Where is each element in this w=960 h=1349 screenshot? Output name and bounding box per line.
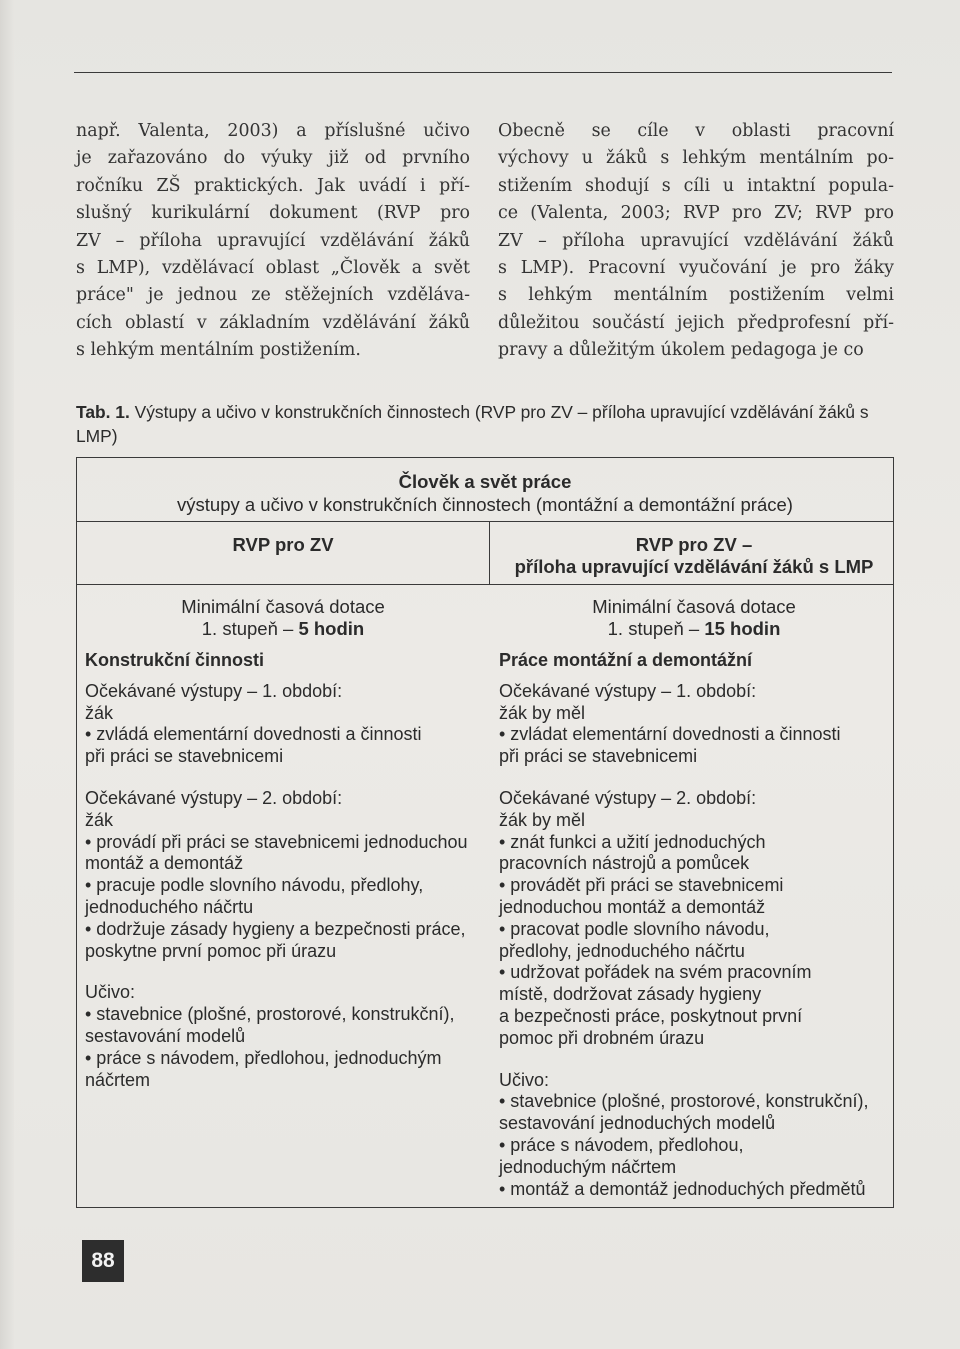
caption-label: Tab. 1.: [76, 402, 130, 422]
left-column-line: např. Valenta, 2003) a příslušné učivo: [76, 121, 470, 141]
table-header: [77, 458, 893, 522]
right-time-allocation: [499, 596, 889, 640]
left-column-line: s lehkým mentálním postižením.: [76, 340, 361, 361]
right-column-line: stižením shodují s cíli u intaktní popula-: [498, 175, 894, 196]
block-line: • udržovat pořádek na svém pracovním: [499, 962, 812, 983]
block-line: předlohy, jednoduchého náčrtu: [499, 940, 745, 961]
left-section-title: Konstrukční činnosti: [85, 650, 265, 670]
block-line: • práce s návodem, předlohou,: [499, 1134, 744, 1155]
left-column-line: s LMP), vzdělávací oblast „Člověk a svět: [76, 258, 470, 279]
block-line: sestavování jednoduchých modelů: [499, 1113, 776, 1134]
outcomes-table: [76, 457, 894, 1208]
block-line: jednoduchou montáž a demontáž: [499, 896, 766, 917]
right-block: [499, 681, 889, 768]
left-block: [85, 788, 481, 962]
block-line: žák: [85, 809, 114, 830]
block-line: • provádí při práci se stavebnicemi jednoduchou: [85, 831, 468, 852]
scan-edge: [0, 0, 14, 1349]
block-line: • dodržuje zásady hygieny a bezpečnosti práce,: [85, 918, 466, 939]
block-line: sestavování modelů: [85, 1025, 246, 1046]
left-block: [85, 982, 481, 1091]
block-line: Očekávané výstupy – 2. období:: [85, 787, 343, 808]
block-line: • stavebnice (plošné, prostorové, konstrukční),: [499, 1091, 869, 1112]
right-column-line: Obecně se cíle v oblasti pracovní: [498, 121, 894, 141]
left-column-heading: [85, 522, 481, 580]
right-time-value: [499, 618, 889, 640]
block-line: • zvládá elementární dovednosti a činnosti: [85, 724, 422, 745]
block-line: místě, dodržovat zásady hygieny: [499, 984, 762, 1005]
block-line: Očekávané výstupy – 2. období:: [499, 787, 757, 808]
left-column-line: je zařazováno do výuky již od prvního: [76, 148, 470, 169]
left-time-hours: 5 hodin: [298, 618, 365, 639]
left-time-stage: 1. stupeň –: [201, 618, 299, 639]
block-line: • zvládat elementární dovednosti a činnosti: [499, 724, 841, 745]
block-line: pracovních nástrojů a pomůcek: [499, 853, 750, 874]
block-line: • znát funkci a užití jednoduchých: [499, 831, 766, 852]
block-line: • provádět při práci se stavebnicemi: [499, 875, 784, 896]
right-column-line: výchovy u žáků s lehkým mentálním po-: [498, 148, 894, 169]
left-heading-text: RVP pro ZV: [232, 534, 334, 555]
block-line: • pracuje podle slovního návodu, předlohy,: [85, 875, 424, 896]
block-line: žák: [85, 702, 114, 723]
right-text-column: [498, 118, 894, 365]
right-column-line: ce (Valenta, 2003; RVP pro ZV; RVP pro: [498, 203, 894, 224]
column-divider: [489, 522, 490, 584]
right-block: [499, 1070, 889, 1201]
right-outcome-blocks: [499, 681, 889, 1201]
block-line: • práce s návodem, předlohou, jednoduchým: [85, 1047, 442, 1068]
block-line: a bezpečnosti práce, poskytnout první: [499, 1005, 803, 1026]
left-column-line: práce" je jednou ze stěžejních vzděláva-: [76, 285, 470, 306]
block-line: Očekávané výstupy – 1. období:: [85, 680, 343, 701]
block-line: při práci se stavebnicemi: [85, 746, 284, 767]
block-line: • stavebnice (plošné, prostorové, konstrukční),: [85, 1004, 455, 1025]
block-line: Očekávané výstupy – 1. období:: [499, 680, 757, 701]
right-time-label: Minimální časová dotace: [592, 596, 796, 617]
left-column-line: ZV – příloha upravující vzdělávání žáků: [76, 230, 470, 251]
left-column-line: slušný kurikulární dokument (RVP pro: [76, 203, 470, 224]
right-column-line: s LMP). Pracovní vyučování je pro žáky: [498, 258, 894, 279]
left-time-value: [85, 618, 481, 640]
right-column-heading: [499, 522, 889, 580]
block-line: • pracovat podle slovního návodu,: [499, 918, 770, 939]
table-subtitle: výstupy a učivo v konstrukčních činnostech (montážní a demontážní práce): [177, 494, 793, 515]
left-outcomes: [85, 650, 481, 1111]
block-line: poskytne první pomoc při úrazu: [85, 940, 337, 961]
right-heading-line2: příloha upravující vzdělávání žáků s LMP: [514, 556, 874, 577]
right-column-line: ZV – příloha upravující vzdělávání žáků: [498, 230, 894, 251]
block-line: pomoc při drobném úrazu: [499, 1027, 705, 1048]
block-line: • montáž a demontáž jednoduchých předmětů: [499, 1178, 866, 1199]
table-caption: [76, 400, 896, 448]
block-line: náčrtem: [85, 1069, 151, 1090]
left-time-allocation: [85, 596, 481, 640]
left-block: [85, 681, 481, 768]
right-block: [499, 788, 889, 1050]
heading-rule: [77, 584, 893, 585]
left-outcome-blocks: [85, 681, 481, 1092]
right-column-line: s lehkým mentálním postižením velmi: [498, 285, 894, 306]
left-column-line: ročníku ZŠ praktických. Jak uvádí i pří-: [76, 175, 470, 196]
page-number: 88: [82, 1240, 124, 1282]
left-text-column: [76, 118, 470, 365]
right-time-hours: 15 hodin: [704, 618, 781, 639]
header-rule: [74, 72, 892, 73]
left-column-line: cích oblastí v základním vzdělávání žáků: [76, 312, 470, 333]
right-column-line: důležitou součástí jejich předprofesní pří-: [498, 312, 894, 333]
block-line: jednoduchého náčrtu: [85, 896, 254, 917]
left-time-label: Minimální časová dotace: [181, 596, 385, 617]
block-line: žák by měl: [499, 809, 586, 830]
right-time-stage: 1. stupeň –: [607, 618, 705, 639]
right-column-line: pravy a důležitým úkolem pedagoga je co: [498, 340, 864, 361]
block-line: žák by měl: [499, 702, 586, 723]
right-outcomes: [499, 650, 889, 1220]
table-title: Člověk a svět práce: [398, 471, 572, 492]
block-line: jednoduchým náčrtem: [499, 1156, 677, 1177]
right-section-title: Práce montážní a demontážní: [499, 650, 753, 670]
block-line: při práci se stavebnicemi: [499, 746, 698, 767]
right-heading-line1: RVP pro ZV –: [635, 534, 753, 555]
block-line: montáž a demontáž: [85, 853, 244, 874]
block-line: Učivo:: [499, 1069, 550, 1090]
caption-text: Výstupy a učivo v konstrukčních činnostech (RVP pro ZV – příloha upravující vzdělávání žáků s LMP): [76, 402, 869, 446]
block-line: Učivo:: [85, 982, 136, 1003]
